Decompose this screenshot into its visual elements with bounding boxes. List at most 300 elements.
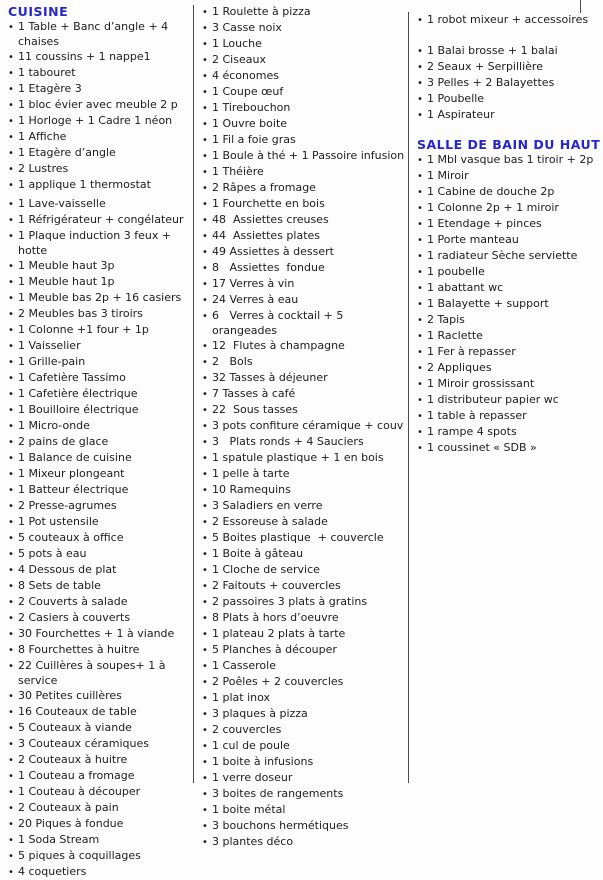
- list-item: [202, 418, 406, 434]
- item-text: 7 Tasses à café: [212, 387, 296, 400]
- bullet-icon: •: [8, 565, 14, 576]
- item-text: 5 piques à coquillages: [18, 849, 141, 862]
- item-text: 8 Plats à hors d’oeuvre: [212, 611, 339, 624]
- bullet-icon: •: [8, 68, 14, 79]
- list-item: [8, 642, 192, 658]
- bullet-icon: •: [8, 373, 14, 384]
- item-text: 1 distributeur papier wc: [427, 393, 559, 406]
- bullet-icon: •: [8, 485, 14, 496]
- list-item: [202, 196, 406, 212]
- bullet-icon: •: [8, 148, 14, 159]
- list-item: [8, 736, 192, 752]
- bullet-icon: •: [202, 231, 208, 242]
- bullet-icon: •: [202, 661, 208, 672]
- divider-fragment: [580, 0, 581, 13]
- bullet-icon: •: [8, 835, 14, 846]
- item-text: 1 Table + Banc d’angle + 4 chaises: [18, 20, 172, 48]
- list-item: [202, 36, 406, 52]
- list-item: [8, 546, 192, 562]
- bullet-icon: •: [202, 837, 208, 848]
- bullet-icon: •: [8, 723, 14, 734]
- list-item: [8, 228, 192, 258]
- bullet-icon: •: [202, 581, 208, 592]
- bullet-icon: •: [417, 411, 423, 422]
- bullet-icon: •: [202, 757, 208, 768]
- bullet-icon: •: [8, 819, 14, 830]
- bullet-icon: •: [8, 867, 14, 878]
- bullet-icon: •: [8, 231, 14, 242]
- list-item: [417, 392, 601, 408]
- item-text: 1 Batteur électrique: [18, 483, 129, 496]
- list-item: [8, 530, 192, 546]
- list-item: [202, 530, 406, 546]
- item-text: 10 Ramequins: [212, 483, 291, 496]
- item-text: 1 Fourchette en bois: [212, 197, 325, 210]
- bullet-icon: •: [8, 707, 14, 718]
- item-text: 24 Verres à eau: [212, 293, 299, 306]
- bullet-icon: •: [8, 803, 14, 814]
- item-text: 1 Pot ustensile: [18, 515, 99, 528]
- item-text: 1 Vaisselier: [18, 339, 81, 352]
- list-item: [8, 848, 192, 864]
- bullet-icon: •: [417, 363, 423, 374]
- list-item: [202, 100, 406, 116]
- item-text: 1 Roulette à pizza: [212, 5, 311, 18]
- item-text: 2 Couverts à salade: [18, 595, 128, 608]
- list-item: [417, 264, 601, 280]
- list-section: [417, 137, 601, 456]
- bullet-icon: •: [202, 629, 208, 640]
- item-text: 2 Faitouts + couvercles: [212, 579, 341, 592]
- bullet-icon: •: [417, 171, 423, 182]
- bullet-icon: •: [417, 110, 423, 121]
- bullet-icon: •: [8, 453, 14, 464]
- list-item: [417, 75, 601, 91]
- item-text: 1 rampe 4 spots: [427, 425, 517, 438]
- item-text: 5 Planches à découper: [212, 643, 337, 656]
- list-item: [417, 296, 601, 312]
- item-text: 1 Horloge + 1 Cadre 1 néon: [18, 114, 173, 127]
- bullet-icon: •: [417, 62, 423, 73]
- bullet-icon: •: [8, 52, 14, 63]
- bullet-icon: •: [202, 87, 208, 98]
- list-item: [202, 244, 406, 260]
- list-item: [202, 482, 406, 498]
- item-text: 1 Cabine de douche 2p: [427, 185, 555, 198]
- bullet-icon: •: [8, 501, 14, 512]
- column-salle-de-bain: [417, 0, 601, 456]
- item-text: 1 Théière: [212, 165, 264, 178]
- bullet-icon: •: [8, 533, 14, 544]
- list-item: [202, 562, 406, 578]
- bullet-icon: •: [202, 215, 208, 226]
- list-item: [8, 626, 192, 642]
- item-text: 49 Assiettes à dessert: [212, 245, 334, 258]
- bullet-icon: •: [202, 725, 208, 736]
- list-item: [417, 152, 601, 168]
- bullet-icon: •: [202, 773, 208, 784]
- item-text: 1 Soda Stream: [18, 833, 100, 846]
- list-item: [8, 688, 192, 704]
- item-text: 3 pots confiture céramique + couv: [212, 419, 404, 432]
- bullet-icon: •: [417, 187, 423, 198]
- list-item: [202, 578, 406, 594]
- list-item: [417, 408, 601, 424]
- item-text: 2 Essoreuse à salade: [212, 515, 328, 528]
- list-item: [202, 212, 406, 228]
- bullet-icon: •: [202, 469, 208, 480]
- item-text: 1 Ouvre boite: [212, 117, 288, 130]
- item-text: 1 coussinet « SDB »: [427, 441, 537, 454]
- list-item: [202, 722, 406, 738]
- column-cuisine-continued: [202, 0, 406, 850]
- item-text: 22 Cuillères à soupes+ 1 à service: [18, 659, 169, 687]
- list-item: [202, 818, 406, 834]
- bullet-icon: •: [417, 219, 423, 230]
- item-text: 12 Flutes à champagne: [212, 339, 345, 352]
- section-header: SALLE DE BAIN DU HAUT: [417, 137, 601, 152]
- list-item: [202, 308, 406, 338]
- bullet-icon: •: [202, 645, 208, 656]
- list-item: [8, 610, 192, 626]
- item-text: 2 Poêles + 2 couvercles: [212, 675, 344, 688]
- bullet-icon: •: [8, 389, 14, 400]
- list-item: [202, 4, 406, 20]
- item-text: 2 Meubles bas 3 tiroirs: [18, 307, 143, 320]
- list-item: [8, 97, 192, 113]
- list-item: [8, 354, 192, 370]
- item-text: 2 pains de glace: [18, 435, 109, 448]
- item-text: 1 plateau 2 plats à tarte: [212, 627, 346, 640]
- bullet-icon: •: [8, 22, 14, 33]
- list-item: [8, 466, 192, 482]
- item-text: 1 Lave-vaisselle: [18, 197, 106, 210]
- item-text: 1 Porte manteau: [427, 233, 519, 246]
- bullet-icon: •: [8, 437, 14, 448]
- item-text: 2 Ciseaux: [212, 53, 266, 66]
- bullet-icon: •: [202, 501, 208, 512]
- item-text: 1 Grille-pain: [18, 355, 86, 368]
- item-text: 1 Poubelle: [427, 92, 485, 105]
- list-item: [417, 312, 601, 328]
- item-text: 1 Cloche de service: [212, 563, 320, 576]
- list-item: [8, 704, 192, 720]
- bullet-icon: •: [202, 389, 208, 400]
- list-item: [202, 276, 406, 292]
- item-text: 2 Bols: [212, 355, 253, 368]
- list-item: [202, 260, 406, 276]
- bullet-icon: •: [8, 293, 14, 304]
- list-item: [202, 754, 406, 770]
- bullet-icon: •: [417, 15, 423, 26]
- list-section: [8, 196, 192, 880]
- bullet-icon: •: [8, 357, 14, 368]
- bullet-icon: •: [8, 581, 14, 592]
- list-item: [8, 800, 192, 816]
- bullet-icon: •: [8, 549, 14, 560]
- item-text: 2 Lustres: [18, 162, 69, 175]
- item-text: 2 Tapis: [427, 313, 465, 326]
- bullet-icon: •: [202, 263, 208, 274]
- bullet-icon: •: [202, 789, 208, 800]
- list-item: [202, 610, 406, 626]
- item-text: 4 économes: [212, 69, 279, 82]
- bullet-icon: •: [202, 23, 208, 34]
- item-text: 1 Réfrigérateur + congélateur: [18, 213, 184, 226]
- bullet-icon: •: [202, 39, 208, 50]
- item-text: 1 verre doseur: [212, 771, 293, 784]
- item-text: 2 Casiers à couverts: [18, 611, 131, 624]
- list-item: [8, 498, 192, 514]
- list-item: [8, 274, 192, 290]
- item-text: 3 Couteaux céramiques: [18, 737, 149, 750]
- bullet-icon: •: [202, 247, 208, 258]
- list-item: [8, 434, 192, 450]
- item-text: 1 Etagère 3: [18, 82, 82, 95]
- list-item: [417, 376, 601, 392]
- list-item: [8, 306, 192, 322]
- item-text: 1 Fer à repasser: [427, 345, 516, 358]
- item-text: 1 Louche: [212, 37, 262, 50]
- bullet-icon: •: [202, 741, 208, 752]
- list-item: [8, 129, 192, 145]
- bullet-icon: •: [8, 261, 14, 272]
- list-item: [417, 12, 601, 28]
- item-text: 1 Etendage + pinces: [427, 217, 542, 230]
- column-divider: [193, 5, 194, 783]
- list-item: [8, 290, 192, 306]
- list-item: [8, 784, 192, 800]
- item-text: 2 Couteaux à pain: [18, 801, 119, 814]
- bullet-icon: •: [8, 100, 14, 111]
- item-text: 1 Balayette + support: [427, 297, 549, 310]
- item-text: 1 Colonne 2p + 1 miroir: [427, 201, 559, 214]
- bullet-icon: •: [8, 215, 14, 226]
- item-text: 4 Dessous de plat: [18, 563, 117, 576]
- bullet-icon: •: [417, 155, 423, 166]
- bullet-icon: •: [202, 405, 208, 416]
- list-item: [417, 328, 601, 344]
- item-text: 1 table à repasser: [427, 409, 527, 422]
- bullet-icon: •: [202, 199, 208, 210]
- list-item: [202, 498, 406, 514]
- list-item: [417, 91, 601, 107]
- bullet-icon: •: [202, 7, 208, 18]
- list-item: [202, 354, 406, 370]
- item-text: 1 Bouilloire électrique: [18, 403, 139, 416]
- item-text: 1 applique 1 thermostat: [18, 178, 151, 191]
- section-header: CUISINE: [8, 4, 69, 19]
- item-text: 3 bouchons hermétiques: [212, 819, 349, 832]
- list-item: [202, 338, 406, 354]
- bullet-icon: •: [8, 517, 14, 528]
- item-text: 2 couvercles: [212, 723, 282, 736]
- bullet-icon: •: [202, 709, 208, 720]
- list-item: [8, 832, 192, 848]
- bullet-icon: •: [202, 311, 208, 322]
- bullet-icon: •: [417, 203, 423, 214]
- list-item: [202, 786, 406, 802]
- bullet-icon: •: [202, 517, 208, 528]
- item-text: 1 Meuble bas 2p + 16 casiers: [18, 291, 182, 304]
- item-text: 5 pots à eau: [18, 547, 87, 560]
- item-text: 1 boite à infusions: [212, 755, 314, 768]
- list-item: [8, 658, 192, 688]
- list-item: [8, 177, 192, 193]
- list-item: [8, 212, 192, 228]
- list-item: [8, 19, 192, 49]
- bullet-icon: •: [8, 645, 14, 656]
- list-item: [202, 546, 406, 562]
- item-text: 1 cul de poule: [212, 739, 290, 752]
- bullet-icon: •: [202, 485, 208, 496]
- bullet-icon: •: [417, 283, 423, 294]
- item-text: 1 Raclette: [427, 329, 483, 342]
- list-item: [202, 292, 406, 308]
- item-text: 1 poubelle: [427, 265, 485, 278]
- column-cuisine: [8, 0, 192, 880]
- list-item: [8, 418, 192, 434]
- item-list: [8, 19, 192, 193]
- item-text: 6 Verres à cocktail + 5 orangeades: [212, 309, 347, 337]
- bullet-icon: •: [202, 597, 208, 608]
- item-text: 2 passoires 3 plats à gratins: [212, 595, 368, 608]
- list-item: [202, 148, 406, 164]
- list-item: [202, 84, 406, 100]
- bullet-icon: •: [202, 167, 208, 178]
- item-text: 1 Tirebouchon: [212, 101, 291, 114]
- list-section: [417, 12, 601, 28]
- item-text: 2 Râpes a fromage: [212, 181, 316, 194]
- bullet-icon: •: [417, 46, 423, 57]
- bullet-icon: •: [8, 180, 14, 191]
- item-text: 16 Couteaux de table: [18, 705, 137, 718]
- bullet-icon: •: [417, 427, 423, 438]
- item-text: 8 Fourchettes à huitre: [18, 643, 140, 656]
- list-item: [417, 232, 601, 248]
- bullet-icon: •: [202, 565, 208, 576]
- bullet-icon: •: [417, 443, 423, 454]
- list-item: [8, 386, 192, 402]
- bullet-icon: •: [202, 373, 208, 384]
- list-item: [417, 216, 601, 232]
- item-text: 1 Boite à gâteau: [212, 547, 304, 560]
- list-item: [417, 360, 601, 376]
- item-text: 5 couteaux à office: [18, 531, 124, 544]
- list-item: [8, 196, 192, 212]
- item-text: 20 Piques à fondue: [18, 817, 124, 830]
- list-item: [202, 642, 406, 658]
- bullet-icon: •: [8, 116, 14, 127]
- bullet-icon: •: [202, 135, 208, 146]
- item-text: 30 Petites cuillères: [18, 689, 122, 702]
- bullet-icon: •: [417, 315, 423, 326]
- list-item: [202, 116, 406, 132]
- bullet-icon: •: [8, 739, 14, 750]
- column-divider: [408, 12, 409, 783]
- bullet-icon: •: [8, 164, 14, 175]
- list-item: [202, 434, 406, 450]
- bullet-icon: •: [8, 629, 14, 640]
- item-text: 1 Colonne +1 four + 1p: [18, 323, 149, 336]
- bullet-icon: •: [8, 325, 14, 336]
- item-text: 1 Meuble haut 1p: [18, 275, 115, 288]
- item-text: 1 plat inox: [212, 691, 271, 704]
- bullet-icon: •: [8, 661, 14, 672]
- bullet-icon: •: [417, 251, 423, 262]
- bullet-icon: •: [417, 94, 423, 105]
- bullet-icon: •: [202, 119, 208, 130]
- item-text: 11 coussins + 1 nappe1: [18, 50, 151, 63]
- item-text: 8 Assiettes fondue: [212, 261, 325, 274]
- bullet-icon: •: [202, 183, 208, 194]
- item-text: 44 Assiettes plates: [212, 229, 321, 242]
- list-item: [417, 424, 601, 440]
- list-item: [417, 440, 601, 456]
- bullet-icon: •: [202, 421, 208, 432]
- item-text: 1 Casserole: [212, 659, 276, 672]
- list-item: [8, 49, 192, 65]
- bullet-icon: •: [8, 597, 14, 608]
- list-item: [202, 770, 406, 786]
- item-text: 1 robot mixeur + accessoires: [427, 13, 589, 26]
- item-text: 1 Mixeur plongeant: [18, 467, 125, 480]
- bullet-icon: •: [417, 331, 423, 342]
- item-list: [202, 4, 406, 850]
- item-text: 1 Micro-onde: [18, 419, 90, 432]
- list-item: [202, 228, 406, 244]
- item-text: 48 Assiettes creuses: [212, 213, 329, 226]
- item-text: 1 radiateur Sèche serviette: [427, 249, 578, 262]
- bullet-icon: •: [417, 78, 423, 89]
- bullet-icon: •: [202, 151, 208, 162]
- bullet-icon: •: [417, 379, 423, 390]
- list-item: [202, 20, 406, 36]
- list-item: [417, 59, 601, 75]
- item-text: 1 boite métal: [212, 803, 286, 816]
- item-text: 3 Plats ronds + 4 Sauciers: [212, 435, 364, 448]
- item-text: 1 Etagère d’angle: [18, 146, 116, 159]
- list-item: [202, 738, 406, 754]
- bullet-icon: •: [202, 693, 208, 704]
- item-text: 3 Pelles + 2 Balayettes: [427, 76, 555, 89]
- list-item: [8, 720, 192, 736]
- list-item: [8, 113, 192, 129]
- bullet-icon: •: [8, 755, 14, 766]
- bullet-icon: •: [202, 533, 208, 544]
- list-item: [8, 145, 192, 161]
- item-text: 1 Balance de cuisine: [18, 451, 132, 464]
- bullet-icon: •: [202, 279, 208, 290]
- bullet-icon: •: [8, 309, 14, 320]
- bullet-icon: •: [417, 235, 423, 246]
- bullet-icon: •: [202, 821, 208, 832]
- item-text: 1 Balai brosse + 1 balai: [427, 44, 558, 57]
- list-item: [8, 864, 192, 880]
- item-list: [8, 196, 192, 880]
- bullet-icon: •: [202, 357, 208, 368]
- item-list: [417, 152, 601, 456]
- bullet-icon: •: [202, 677, 208, 688]
- bullet-icon: •: [8, 341, 14, 352]
- item-text: 1 Miroir grossissant: [427, 377, 535, 390]
- item-text: 4 coquetiers: [18, 865, 87, 878]
- list-item: [202, 594, 406, 610]
- bullet-icon: •: [417, 347, 423, 358]
- list-item: [8, 258, 192, 274]
- list-item: [417, 248, 601, 264]
- item-text: 3 plaques à pizza: [212, 707, 308, 720]
